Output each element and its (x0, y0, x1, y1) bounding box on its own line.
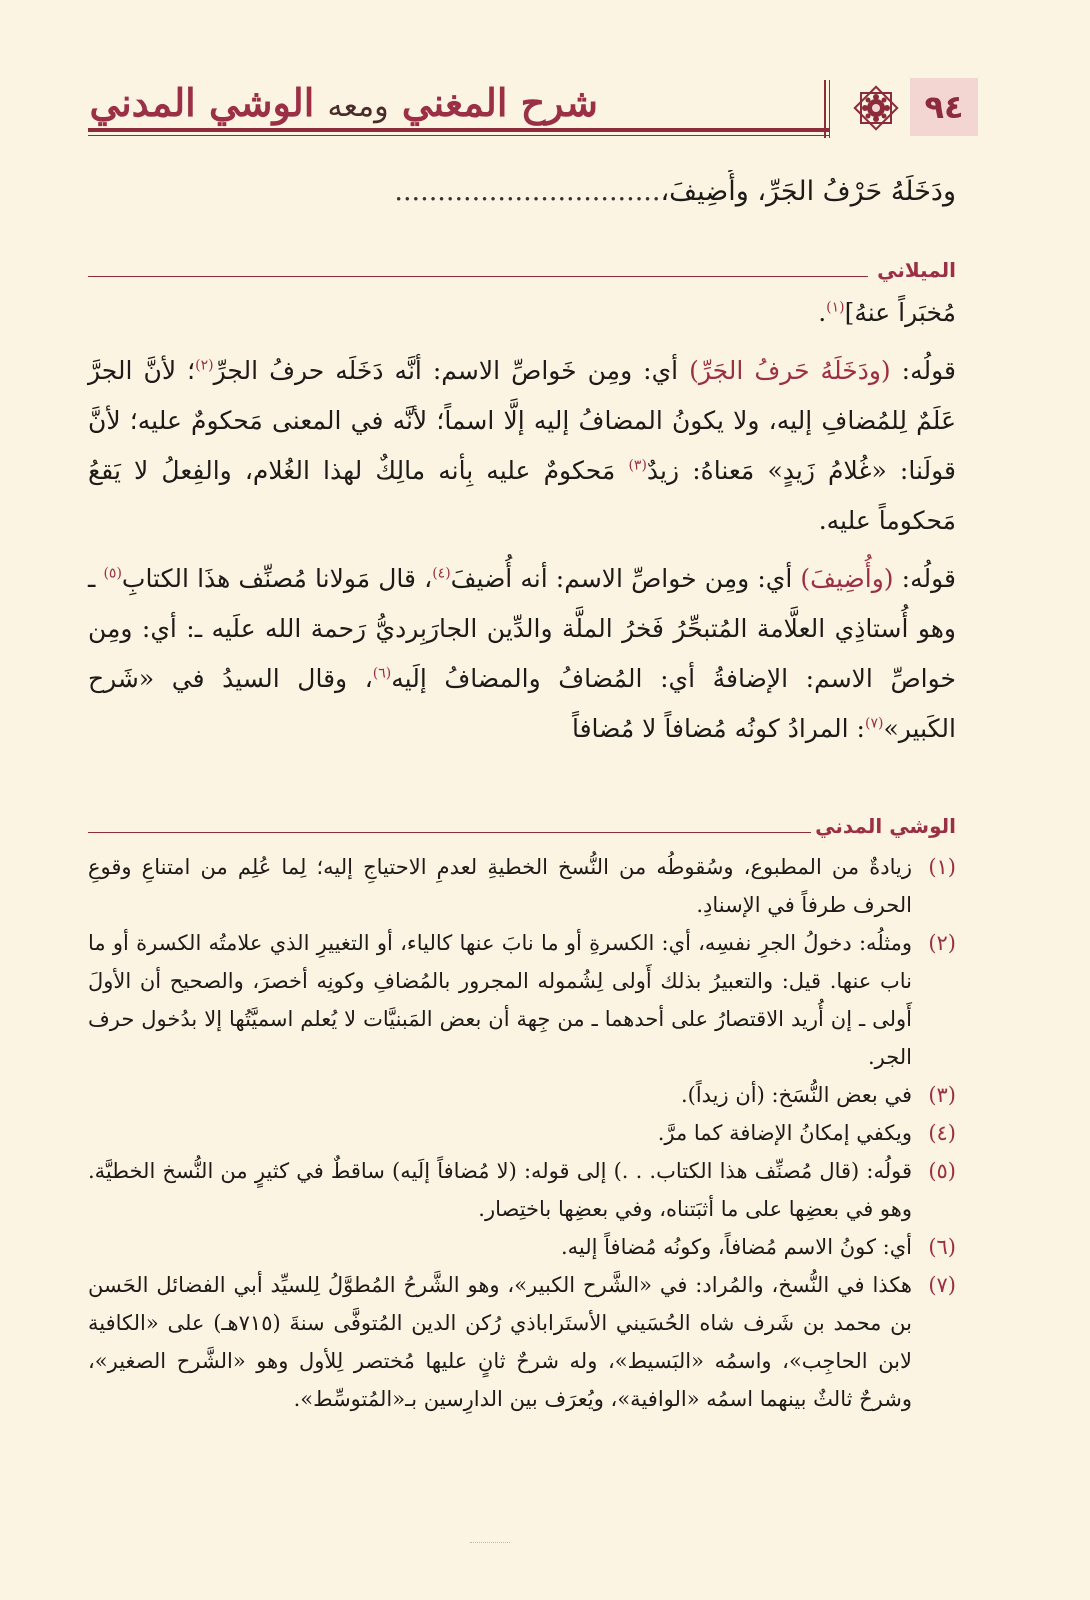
footnote-number: (٣) (928, 1083, 956, 1107)
commentary-paragraph (88, 554, 956, 754)
text: مَحكومٌ عليه بِأنه مالِكٌ لهذا الغُلام، والفِعلُ لا يَقعُ مَحكوماً عليه. (88, 456, 956, 535)
footnote-text: ومثلُه: دخولُ الجرِ نفسِه، أي: الكسرةِ أو ما نابَ عنها كالياء، أو التغييرِ الذي علامتُه الكسرة أو ما ناب عنها. قيل: والتعبيرُ بذلك أَولى لِشُموله المجرور بالمُضافِ وكونِه أخصرَ، والصحيح أن الأولَ أَولى ـ إن أُريد الاقتصارُ على أحدهما ـ من جِهة أن بعض المَبنيَّات لا يُعلم اسميَّتُها إلا بدُخول حرف الجر. (88, 931, 912, 1069)
footnote (88, 1266, 956, 1418)
milani-divider (88, 276, 868, 277)
footnote-number: (٢) (928, 931, 956, 955)
footnote-ref: (٥) (103, 565, 122, 582)
running-header (88, 78, 978, 140)
footnote-ref: (٤) (432, 565, 451, 582)
footnote-ref: (٢) (195, 357, 214, 374)
section-label-milani: الميلاني (873, 258, 956, 282)
text: أي: ومِن خَواصِّ الاسم: أنَّه دَخَلَه حرفُ الجرِّ (213, 356, 690, 385)
washi-divider (88, 832, 868, 833)
text: . (818, 298, 827, 327)
quoted-matn: (ودَخَلَهُ حَرفُ الجَرِّ) (689, 356, 891, 385)
page-bottom-mark (470, 1542, 510, 1543)
page-number: ٩٤ (910, 78, 978, 136)
eight-point-star-ornament-icon (852, 84, 900, 132)
footnote-number: (٧) (928, 1273, 956, 1297)
footnote-text: قولُه: (قال مُصنِّف هذا الكتاب. . .) إلى قوله: (لا مُضافاً إلَيه) ساقطٌ في كثيرٍ من النُّسخ الخطيَّة. وهو في بعضِها على ما أثبَتناه، وفي بعضِها باختِصار. (88, 1159, 912, 1221)
footnote (88, 848, 956, 924)
quoted-matn: (وأُضِيفَ) (800, 564, 894, 593)
text: مُخبَراً عنهُ] (844, 298, 956, 327)
footnote (88, 1228, 956, 1266)
text: قولُه: (890, 356, 956, 385)
footnote-number: (٤) (928, 1121, 956, 1145)
footnote-ref: (٦) (372, 665, 392, 682)
footnote (88, 1076, 956, 1114)
matn-text (88, 170, 956, 214)
footnote-text: زيادةٌ من المطبوع، وسُقوطُه من النُّسخ الخطيةِ لعدمِ الاحتياجِ إليه؛ لِما عُلِم من امتناعِ وقوعِ الحرف طرفاً في الإسنادِ. (88, 855, 912, 917)
text: ؛ لأنَّ الجرَّ عَلَمٌ لِلمُضافِ إليه، ولا يكونُ المضافُ إليه إلَّا اسماً؛ لأنَّه في المعنى مَحكومٌ عليه؛ لأنَّ قولَنا: «غُلامُ زَيدٍ» مَعناهُ: زيدٌ (88, 356, 957, 485)
footnote-ref: (٣) (628, 457, 647, 474)
book-title (89, 80, 598, 125)
footnote-ref: (٧) (864, 715, 884, 732)
section-label-washi: الوشي المدني (811, 814, 956, 838)
footnote (88, 1152, 956, 1228)
matn-line: ودَخَلَهُ حَرْفُ الجَرِّ، وأُضِيفَ، (660, 176, 956, 207)
commentary-paragraph (88, 288, 956, 338)
text: أي: ومِن خواصِّ الاسم: أنه أُضيفَ (450, 564, 801, 593)
footnote-number: (٥) (928, 1159, 956, 1183)
text: ، وقال السيدُ في «شَرح الكَبير» (88, 664, 956, 743)
matn-dots: ............................... (394, 176, 661, 207)
commentary-paragraph (88, 346, 956, 546)
footnote-text: أي: كونُ الاسم مُضافاً، وكونُه مُضافاً إليه. (560, 1235, 912, 1259)
footnote-text: ويكفي إمكانُ الإضافة كما مرَّ. (657, 1121, 912, 1145)
footnote-number: (٦) (928, 1235, 956, 1259)
text: ، قال مَولانا مُصنِّف هذَا الكتابِ (121, 564, 433, 593)
text: قولُه: (893, 564, 956, 593)
footnote-number: (١) (928, 855, 956, 879)
header-horizontal-rule (88, 128, 830, 136)
footnote (88, 924, 956, 1076)
text: : المرادُ كونُه مُضافاً لا مُضافاً (571, 714, 865, 743)
title-part1: شرح المغني (401, 80, 598, 125)
footnote-ref: (١) (826, 299, 845, 316)
title-part2: الوشي المدني (89, 80, 315, 125)
footnote (88, 1114, 956, 1152)
footnote-text: هكذا في النُّسخ، والمُراد: في «الشَّرح الكبير»، وهو الشَّرحُ المُطوَّلُ لِلسيِّد أبي الفضائل الحَسن بن محمد بن شَرف شاه الحُسَيني الأستَراباذي رُكن الدين المُتوفَّى سنةَ (٧١٥هـ) على «الكافية لابن الحاجِب»، واسمُه «البَسيط»، وله شرحٌ ثانٍ عليها مُختصر لِلأول وهو «الشَّرح الصغير»، وشرحٌ ثالثٌ بينهما اسمُه «الوافية»، ويُعرَف بين الدارِسين بـ«المُتوسِّط». (88, 1273, 912, 1411)
text: ـ وهو أُستاذِي العلَّامة المُتبحِّرُ فَخرُ الملَّة والدِّين الجارَبِرديُّ رَحمة الله علَيه ـ: أي: ومِن خواصِّ الاسم: الإضافةُ أي: المُضافُ والمضافُ إلَيه (88, 564, 956, 693)
footnotes (88, 848, 956, 1418)
footnote-text: في بعض النُّسَخ: (أن زيداً). (680, 1083, 912, 1107)
commentary-body (88, 288, 956, 762)
title-connector: ومعه (327, 89, 389, 124)
